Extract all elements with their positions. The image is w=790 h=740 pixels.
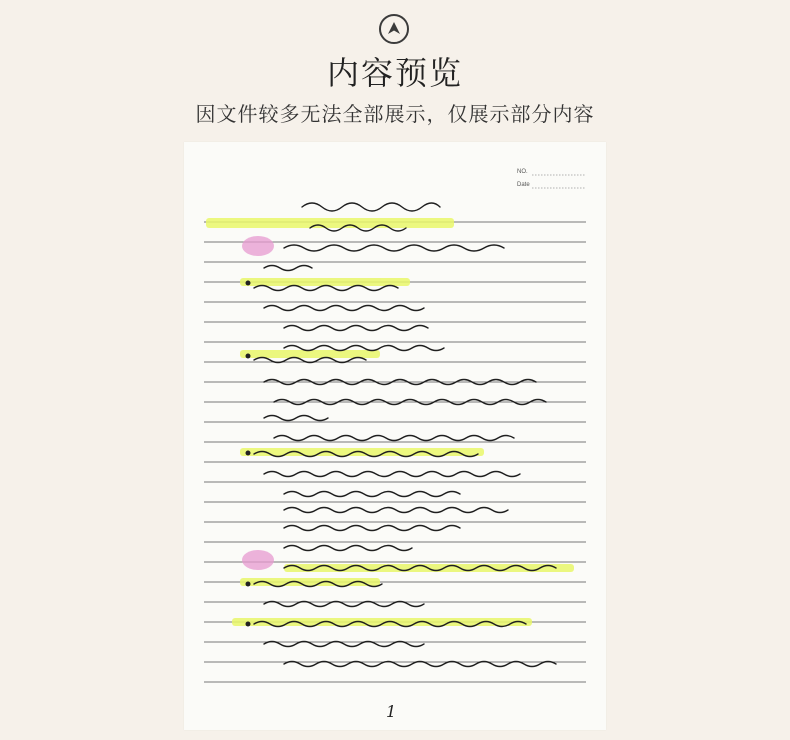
notebook-no-label: NO.	[517, 169, 528, 175]
preview-subtitle: 因文件较多无法全部展示，仅展示部分内容	[195, 102, 595, 126]
page-title: 内容预览	[326, 54, 463, 92]
up-arrow-circle-icon[interactable]	[379, 14, 409, 44]
notebook-date-label: Date	[517, 182, 530, 188]
notebook-page-image	[184, 142, 606, 730]
page-number: 1	[386, 702, 397, 721]
